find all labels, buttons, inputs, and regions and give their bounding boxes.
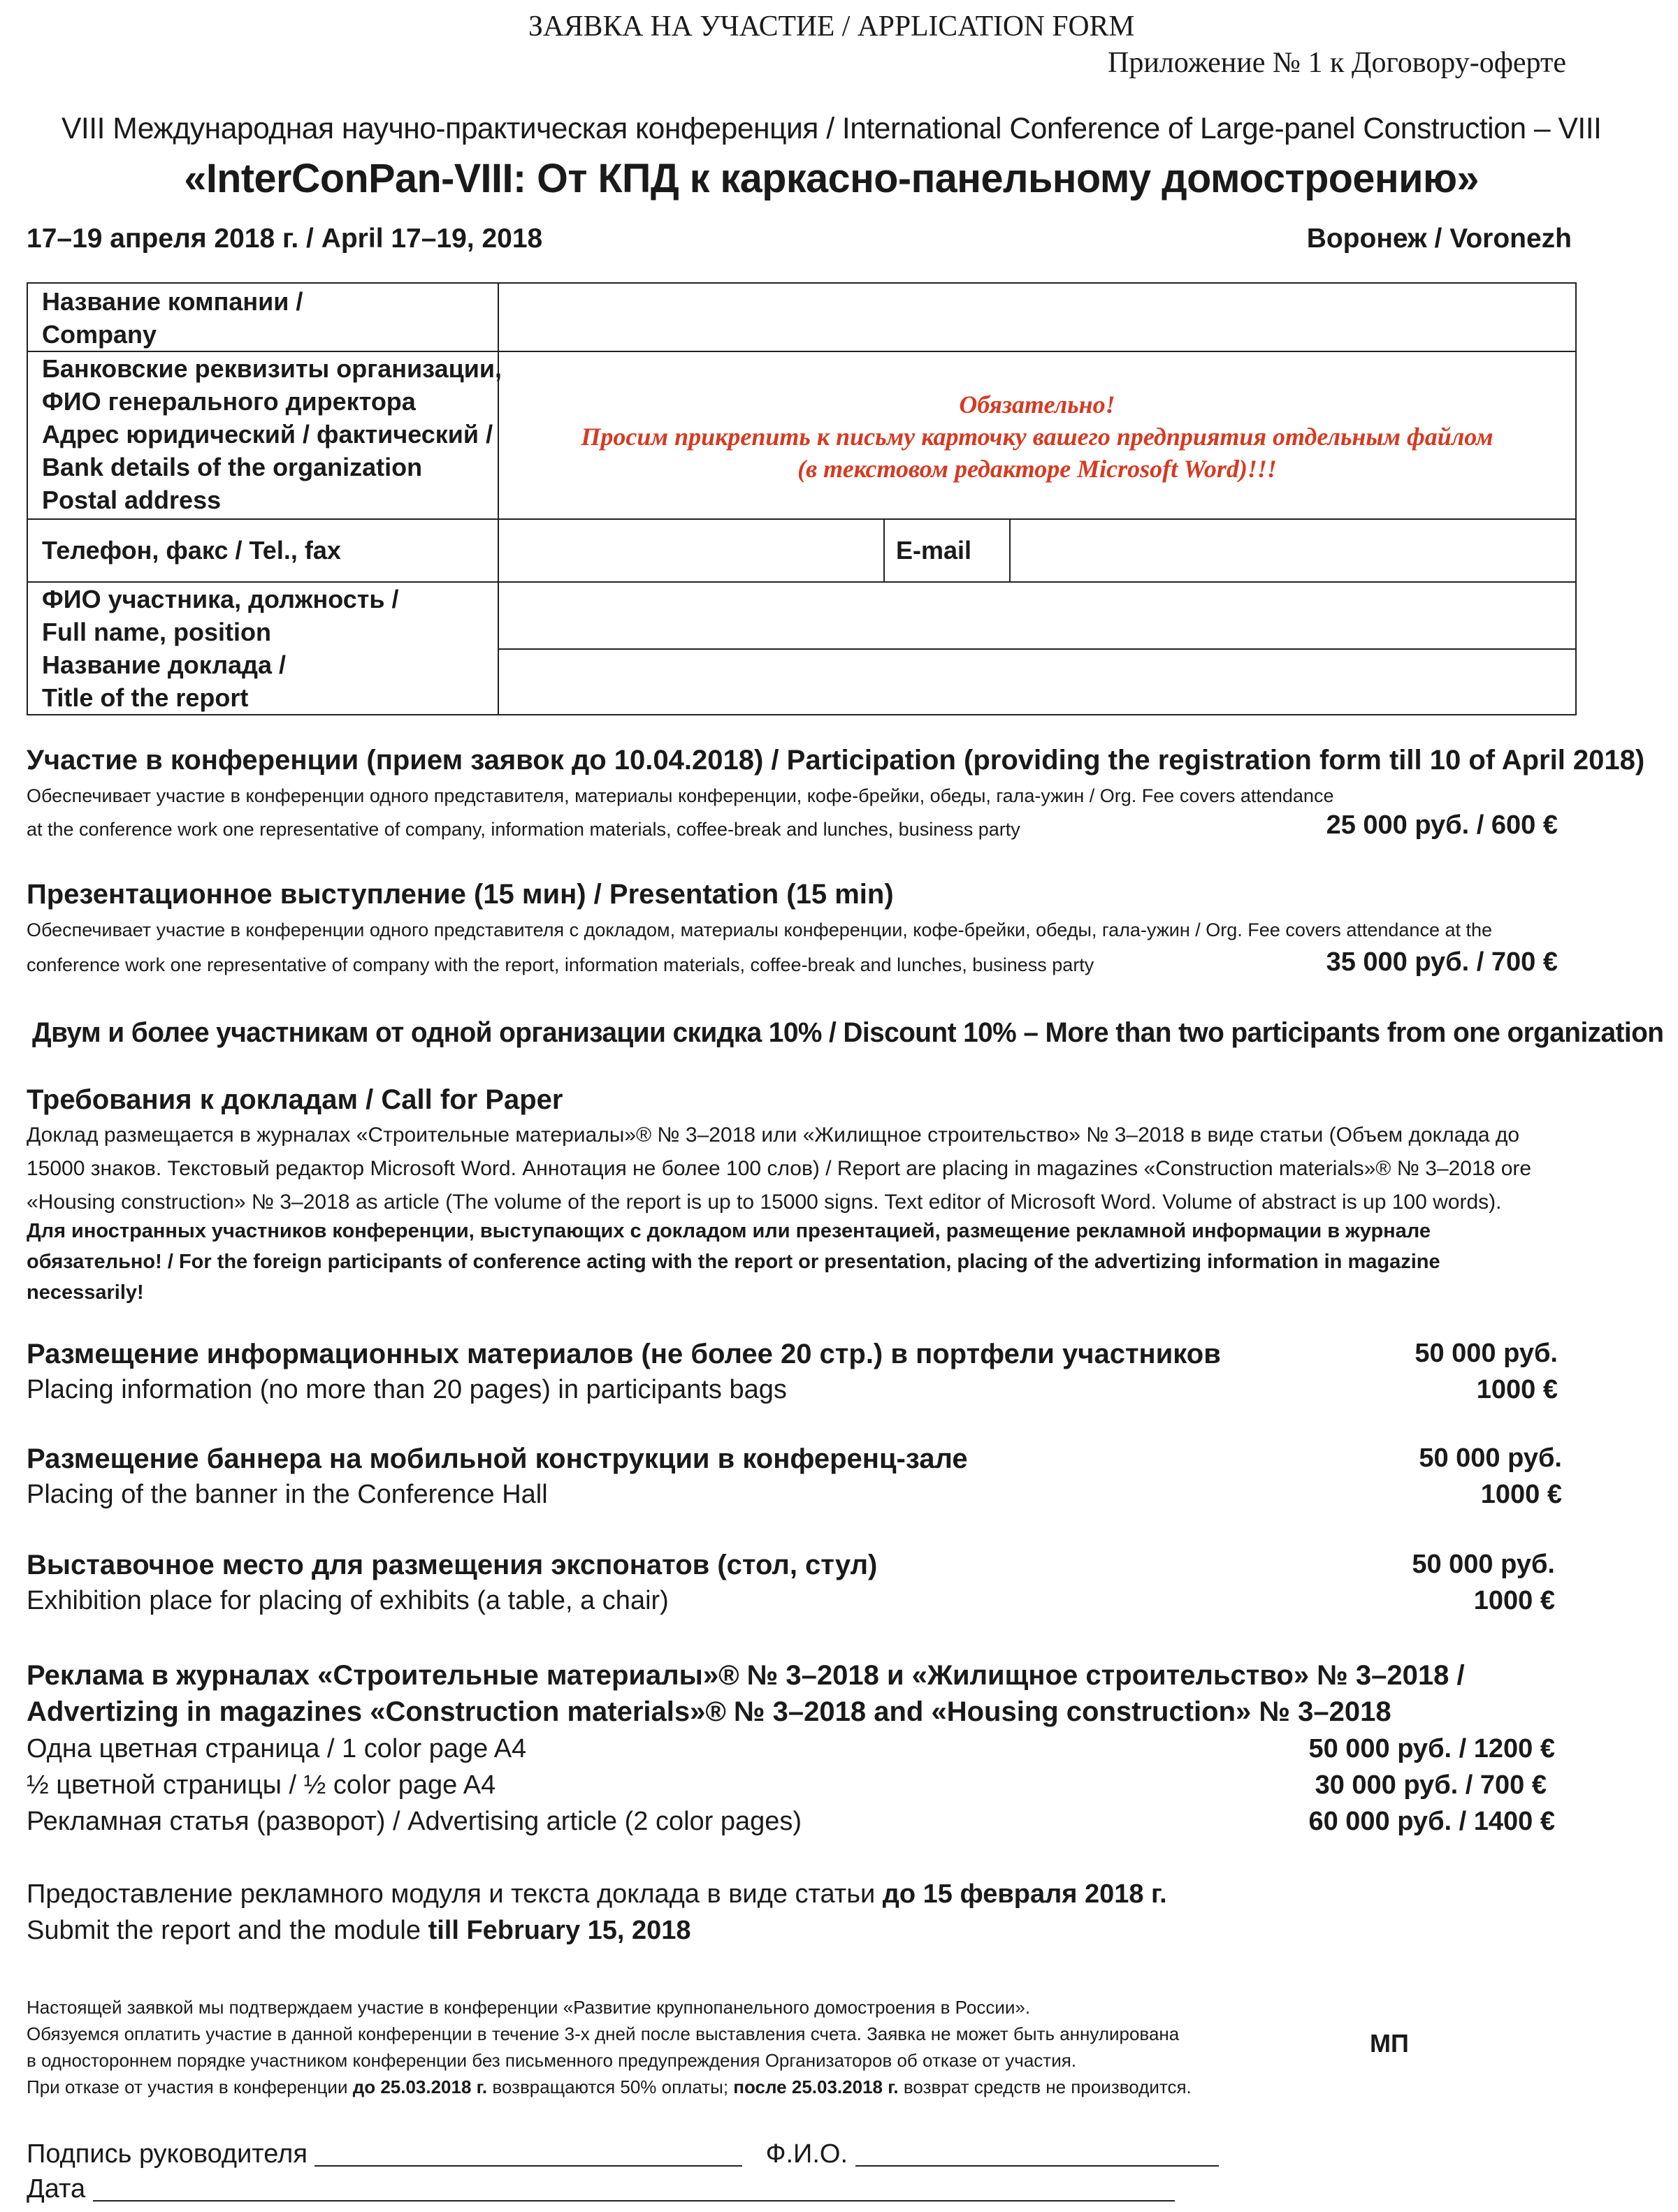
mandatory-notice xyxy=(498,388,1577,485)
participant-label xyxy=(42,583,399,714)
signature-row xyxy=(27,2139,1219,2169)
presentation-heading: Презентационное выступление (15 мин) / Presentation (15 min) xyxy=(27,879,894,910)
confirmation-refund xyxy=(27,2076,1192,2098)
mandatory-notice-line: Обязательно! xyxy=(959,391,1115,419)
confirmation-text: Настоящей заявкой мы подтверждаем участие в конференции «Развитие крупнопанельного домостроения в России». xyxy=(27,1997,1031,2018)
head-signature-label: Подпись руководителя xyxy=(27,2139,308,2169)
advertising-item-label: Одна цветная страница / 1 color page A4 xyxy=(27,1734,527,1763)
call-for-paper-text: «Housing construction» № 3–2018 as article (The volume of the report is up to 15000 signs. Text editor of Microsoft Word. Volume of abstract is up 100 words). xyxy=(27,1191,1502,1214)
full-name-field[interactable] xyxy=(855,2141,1219,2167)
participant-label-ru: ФИО участника, должность / xyxy=(42,585,399,613)
participation-price: 25 000 руб. / 600 € xyxy=(1326,810,1558,840)
deadline-en-text: Submit the report and the module xyxy=(27,1916,428,1945)
mandatory-notice-line: (в текстовом редакторе Microsoft Word)!!! xyxy=(797,455,1277,483)
service-price-rub: 50 000 руб. xyxy=(1415,1339,1558,1368)
advertising-item-label: ½ цветной страницы / ½ color page A4 xyxy=(27,1770,496,1800)
conference-title: «InterConPan-VIII: От КПД к каркасно-панельному домостроению» xyxy=(184,156,1480,201)
service-price-eur: 1000 € xyxy=(1480,1480,1562,1509)
call-for-paper-foreign-note: necessarily! xyxy=(27,1281,144,1304)
bank-details-label xyxy=(42,352,502,516)
date-label: Дата xyxy=(27,2174,86,2204)
service-title-ru: Размещение информационных материалов (не более 20 стр.) в портфели участников xyxy=(27,1339,1221,1369)
email-field[interactable] xyxy=(1011,520,1575,581)
confirmation-text: Обязуемся оплатить участие в данной конференции в течение 3-х дней после выставления счета. Заявка не может быть аннулирована xyxy=(27,2023,1180,2044)
call-for-paper-text: 15000 знаков. Текстовый редактор Microsoft Word. Аннотация не более 100 слов) / Report are placing in magazines «Construction materials»® № 3–2018 ore xyxy=(27,1157,1532,1180)
service-title-ru: Выставочное место для размещения экспонатов (стол, стул) xyxy=(27,1550,878,1580)
company-label-ru: Название компании / xyxy=(42,287,303,316)
discount-note: Двум и более участникам от одной организации скидка 10% / Discount 10% – More than two participants from one organization xyxy=(32,1017,1664,1048)
participant-field[interactable] xyxy=(499,583,1575,648)
call-for-paper-foreign-note: обязательно! / For the foreign participants of conference acting with the report or presentation, placing of the advertizing information in magazine xyxy=(27,1251,1440,1273)
advertising-heading-en: Advertizing in magazines «Construction materials»® № 3–2018 and «Housing construction» № 3–2018 xyxy=(27,1696,1391,1727)
refund-text: При отказе от участия в конференции xyxy=(27,2076,353,2097)
bank-label-line: Банковские реквизиты организации, xyxy=(42,354,502,383)
company-label-en: Company xyxy=(42,320,157,349)
report-label-en: Title of the report xyxy=(42,683,249,712)
service-title-en: Exhibition place for placing of exhibits (a table, a chair) xyxy=(27,1586,669,1615)
deadline-ru-text: Предоставление рекламного модуля и текста доклада в виде статьи xyxy=(27,1879,883,1909)
advertising-item-price: 30 000 руб. / 700 € xyxy=(1315,1770,1547,1800)
call-for-paper-foreign-note: Для иностранных участников конференции, выступающих с докладом или презентацией, размещение рекламной информации в журнале xyxy=(27,1220,1431,1242)
confirmation-text: в одностороннем порядке участником конференции без письменного предупреждения Организаторов об отказе от участия. xyxy=(27,2050,1077,2071)
participation-desc: Обеспечивает участие в конференции одного представителя, материалы конференции, кофе-брейки, обеды, гала-ужин / Org. Fee covers attendance xyxy=(27,785,1334,806)
form-title: ЗАЯВКА НА УЧАСТИЕ / APPLICATION FORM xyxy=(528,10,1135,43)
deadline-en-date: till February 15, 2018 xyxy=(428,1916,691,1945)
participant-label-en: Full name, position xyxy=(42,618,272,646)
deadline-ru-date: до 15 февраля 2018 г. xyxy=(882,1879,1167,1909)
phone-label: Телефон, факс / Tel., fax xyxy=(42,536,341,565)
bank-label-line: ФИО генерального директора xyxy=(42,387,416,416)
mandatory-notice-line: Просим прикрепить к письму карточку вашего предприятия отдельным файлом xyxy=(581,423,1493,451)
service-title-en: Placing information (no more than 20 pages) in participants bags xyxy=(27,1375,787,1404)
deadline-ru xyxy=(27,1879,1167,1909)
full-name-label: Ф.И.О. xyxy=(765,2139,848,2169)
bank-label-line: Postal address xyxy=(42,486,222,514)
appendix-note: Приложение № 1 к Договору-оферте xyxy=(1107,47,1566,79)
head-signature-field[interactable] xyxy=(314,2141,742,2167)
call-for-paper-text: Доклад размещается в журналах «Строительные материалы»® № 3–2018 или «Жилищное строительство» № 3–2018 в виде статьи (Объем доклада до xyxy=(27,1123,1520,1147)
conference-city: Воронеж / Voronezh xyxy=(1306,224,1572,254)
company-field[interactable] xyxy=(499,284,1575,351)
date-field[interactable] xyxy=(93,2176,1175,2202)
advertising-item-price: 50 000 руб. / 1200 € xyxy=(1308,1734,1555,1763)
participation-heading: Участие в конференции (прием заявок до 10.04.2018) / Participation (providing the registration form till 10 of April 2018) xyxy=(27,745,1645,776)
bank-label-line: Bank details of the organization xyxy=(42,453,423,481)
phone-field[interactable] xyxy=(499,520,883,581)
call-for-paper-heading: Требования к докладам / Call for Paper xyxy=(27,1084,563,1115)
registration-table xyxy=(27,282,1577,715)
presentation-desc: conference work one representative of company with the report, information materials, coffee-break and lunches, business party xyxy=(27,954,1094,975)
deadline-en xyxy=(27,1916,691,1946)
company-label xyxy=(42,285,303,351)
stamp-mark: МП xyxy=(1370,2029,1409,2058)
report-title-field[interactable] xyxy=(499,650,1575,714)
table-email-divider xyxy=(883,518,885,581)
presentation-price: 35 000 руб. / 700 € xyxy=(1326,947,1558,977)
service-title-ru: Размещение баннера на мобильной конструкции в конференц-зале xyxy=(27,1443,968,1474)
advertising-item-label: Рекламная статья (разворот) / Advertising article (2 color pages) xyxy=(27,1807,802,1836)
refund-text: возвращаются 50% оплаты; xyxy=(487,2076,734,2097)
refund-date-before: до 25.03.2018 г. xyxy=(352,2076,488,2097)
refund-date-after: после 25.03.2018 г. xyxy=(733,2076,899,2097)
service-price-eur: 1000 € xyxy=(1476,1375,1558,1404)
advertising-heading-ru: Реклама в журналах «Строительные материалы»® № 3–2018 и «Жилищное строительство» № 3–2018 / xyxy=(27,1660,1465,1691)
advertising-item-price: 60 000 руб. / 1400 € xyxy=(1308,1807,1555,1836)
email-label: E-mail xyxy=(896,536,972,565)
date-row xyxy=(27,2174,1175,2204)
service-price-eur: 1000 € xyxy=(1473,1586,1555,1615)
service-title-en: Placing of the banner in the Conference Hall xyxy=(27,1480,548,1509)
refund-text: возврат средств не производится. xyxy=(898,2076,1192,2097)
service-price-rub: 50 000 руб. xyxy=(1419,1443,1562,1473)
participation-desc: at the conference work one representative of company, information materials, coffee-break and lunches, business party xyxy=(27,819,1020,840)
conference-line: VIII Международная научно-практическая конференция / International Conference of Large-panel Construction – VIII xyxy=(61,112,1602,145)
bank-label-line: Адрес юридический / фактический / xyxy=(42,420,493,449)
conference-dates: 17–19 апреля 2018 г. / April 17–19, 2018 xyxy=(27,224,543,254)
service-price-rub: 50 000 руб. xyxy=(1412,1550,1555,1579)
report-label-ru: Название доклада / xyxy=(42,650,286,679)
presentation-desc: Обеспечивает участие в конференции одного представителя с докладом, материалы конференции, кофе-брейки, обеды, гала-ужин / Org. Fee covers attendance at the xyxy=(27,919,1493,940)
